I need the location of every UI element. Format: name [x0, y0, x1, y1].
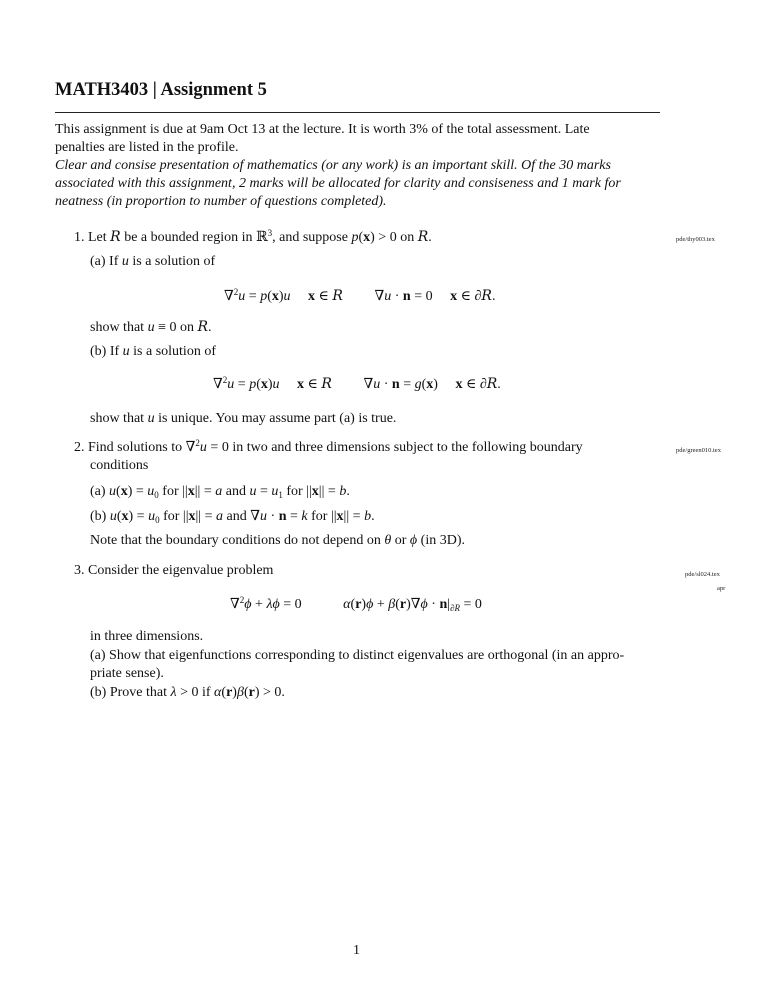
- q1-condition: p: [351, 230, 359, 245]
- q2-text-a: 2. Find solutions to: [74, 440, 186, 455]
- q2-part-b-for-2: for: [307, 509, 331, 524]
- page-title: MATH3403 | Assignment 5: [55, 80, 267, 100]
- q1-u-equiv: u: [147, 320, 155, 335]
- intro-italic-3: neatness (in proportion to number of questions completed).: [55, 194, 387, 209]
- q1-part-a-end: is a solution of: [128, 254, 216, 269]
- intro-line-1: This assignment is due at 9am Oct 13 at the lecture. It is worth 3% of the total assessment. Late: [55, 122, 590, 137]
- q1-part-b-intro: [90, 343, 216, 361]
- q2-part-b-label: (b): [90, 509, 110, 524]
- page-number: 1: [353, 943, 360, 958]
- q3-dims: in three dimensions.: [90, 629, 204, 644]
- q1-region-3: R: [197, 319, 209, 335]
- q2-text-d: in two and three dimensions subject to the following boundary: [228, 440, 583, 455]
- title-rule: [55, 112, 660, 113]
- q1-show-b-rest: is unique. You may assume part (a) is true.: [154, 411, 397, 426]
- q2-part-b-and: and: [223, 509, 251, 524]
- q2-part-b-for-1: for: [159, 509, 183, 524]
- intro-italic-2: associated with this assignment, 2 marks will be allocated for clarity and consiseness and 1 mark for: [55, 176, 621, 191]
- q2-part-a-label: (a): [90, 484, 110, 499]
- q1-part-a-intro: [90, 253, 215, 271]
- q1-show-b-text: show that: [90, 411, 148, 426]
- q2-note-text: Note that the boundary conditions do not depend on: [90, 533, 385, 548]
- q1-reals-sup: 3: [267, 228, 273, 238]
- q2-note: [90, 532, 465, 550]
- q2-statement-2: conditions: [90, 458, 149, 473]
- q2-note-theta: θ: [384, 533, 392, 548]
- q2-part-b: (b) $u(x) = u_0$ for ||x|| = a and ∇u · n = k for ||x|| = b.: [90, 509, 375, 525]
- q1-text-c: , and suppose: [272, 230, 352, 245]
- q2-note-end: (in 3D).: [417, 533, 465, 548]
- q3-source-tag-2: apr: [717, 585, 726, 592]
- q1-u: u: [121, 254, 129, 269]
- intro-italic-1: Clear and consise presentation of mathematics (or any work) is an important skill. Of the 30 marks: [55, 158, 611, 173]
- q2-nabla: ∇: [185, 440, 196, 455]
- q2-part-a-for-2: for: [282, 484, 307, 499]
- q3-part-a-1: (a) Show that eigenfunctions corresponding to distinct eigenvalues are orthogonal (in an appro-: [90, 648, 625, 663]
- q1-text-b: be a bounded region in: [120, 230, 256, 245]
- q3-equation: ∇$^2$ϕ + λϕ = 0 $\alpha(r)\phi + \beta(r)\nabla\phi \cdot n|_{\partial R} = 0$: [230, 595, 482, 613]
- q1-show-a-period: .: [208, 320, 212, 335]
- intro-line-2: penalties are listed in the profile.: [55, 140, 239, 155]
- q1-show-a: [90, 318, 212, 337]
- q1-cond-x: x: [363, 230, 371, 245]
- q2-part-a: (a) $u(x) = u_0$ for ||x|| = a and $u = u_1$ for ||x|| = b.: [90, 484, 350, 500]
- q1-part-b-label: (b) If: [90, 344, 123, 359]
- q3-source-tag: pde/sl024.tex: [685, 571, 720, 578]
- q2-nabla-sup: 2: [195, 438, 200, 448]
- q1-source-tag: pde/thy003.tex: [676, 236, 715, 243]
- q1-u-b: u: [122, 344, 130, 359]
- q2-note-or: or: [391, 533, 410, 548]
- q1-cond-paren: (: [358, 230, 364, 245]
- q2-part-a-for-1: for: [158, 484, 183, 499]
- q3-part-b: (b) Prove that λ > 0 if α(r)β(r) > 0.: [90, 685, 285, 700]
- q1-show-b: [90, 410, 396, 428]
- q1-part-a-label: (a) If: [90, 254, 122, 269]
- q1-equiv-0: ≡ 0: [154, 320, 177, 335]
- q1-text-d: on: [396, 230, 418, 245]
- q1-reals: ℝ: [256, 230, 268, 245]
- q1-show-a-text: show that: [90, 320, 148, 335]
- q2-laplace-eq: u: [199, 440, 207, 455]
- q2-source-tag: pde/green010.tex: [676, 447, 721, 454]
- q1-period: .: [428, 230, 432, 245]
- q1-equation-b: ∇$^2$u = p(x)u x ∈ R ∇u · n = g(x) x ∈ ∂R.: [213, 375, 501, 392]
- q3-statement: 3. Consider the eigenvalue problem: [74, 563, 274, 578]
- q1-text-a: 1. Let: [74, 230, 111, 245]
- q3-part-b-text: (b) Prove that: [90, 685, 171, 700]
- q1-statement: [74, 228, 432, 247]
- q2-note-phi: ϕ: [409, 533, 418, 548]
- intro-paragraph: [55, 121, 660, 211]
- q3-part-a-2: priate sense).: [90, 666, 164, 681]
- q3-part-b-if: if: [198, 685, 215, 700]
- q1-part-b-end: is a solution of: [129, 344, 216, 359]
- q2-part-a-and: and: [222, 484, 250, 499]
- q2-eq-zero: = 0: [206, 440, 229, 455]
- q2-statement-1: [74, 439, 583, 457]
- q1-u-unique: u: [147, 411, 155, 426]
- q1-show-a-on: on: [176, 320, 198, 335]
- q1-equation-a: ∇$^2$u = p(x)u x ∈ R ∇u · n = 0 x ∈ ∂R.: [224, 287, 496, 304]
- q1-cond-tail: ) > 0: [370, 230, 397, 245]
- q1-region-2: R: [417, 229, 429, 245]
- q1-region: R: [110, 229, 121, 245]
